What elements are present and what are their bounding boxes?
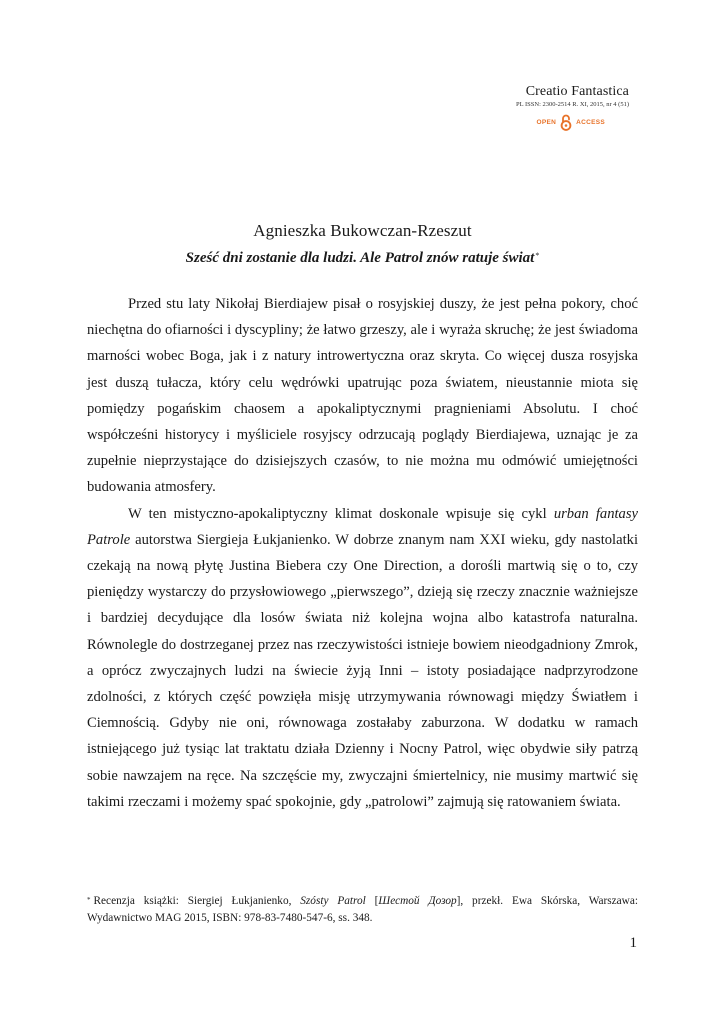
paragraph-2-text-2: autorstwa Siergieja Łukjanienko. W dobrze znanym nam XXI wieku, gdy nastolatki czekają na nową płytę Justina Biebera czy One Direction, a dorośli martwią się o to, czy pieniędzy wystarczy do przysłowiowego „pierwszego”, dzieją się rzeczy znacznie ważniejsze i bardziej decydujące dla losów świata niż kolejna wojna albo katastrofa naturalna. Równolegle do dostrzeganej przez nas rzeczywistości istnieje bowiem nieodgadniony Zmrok, a oprócz zwyczajnych ludzi na świecie żyją Inni – istoty posiadające nadprzyrodzone zdolności, z których część powzięła misję utrzymywania równowagi między Światłem i Ciemnością. Gdyby nie oni, równowaga zostałaby zaburzona. W dodatku w ramach istniejącego już tysiąc lat traktatu działa Dzienny i Nocny Patrol, więc obydwie siły patrzą sobie nawzajem na ręce. Na szczęście my, zwyczajni śmiertelnicy, nie musimy martwić się takimi rzeczami i możemy spać spokojnie, gdy „patrolowi” zajmują się ratowaniem świata. <box>87 531 638 810</box>
open-access-word-open: OPEN <box>536 119 557 126</box>
journal-issn: PL ISSN: 2300-2514 R. XI, 2015, nr 4 (51) <box>516 101 629 108</box>
footnote-text-2: [ <box>365 895 379 907</box>
journal-title: Creatio Fantastica <box>525 84 629 99</box>
footnote-text-1: Recenzja książki: Siergiej Łukjanienko, <box>93 895 301 907</box>
open-access-badge <box>536 114 605 131</box>
paragraph-2-italic-series: urban fantasy Patrole <box>87 505 638 548</box>
review-title <box>0 249 725 267</box>
journal-header <box>516 84 629 109</box>
review-title-text: Sześć dni zostanie dla ludzi. Ale Patrol znów ratuje świat <box>185 250 535 266</box>
footnote-original-title: Шестой Дозор <box>378 895 457 907</box>
paragraph-1: Przed stu laty Nikołaj Bierdiajew pisał o rosyjskiej duszy, że jest pełna pokory, choć niechętna do ofiarności i dyscypliny; że łatwo grzeszy, ale i wyraża skruchę; że jest świadoma marności wobec Boga, jak i z natury introwertyczna oraz skryta. Co więcej dusza rosyjska jest duszą tułacza, który celu wędrówki upatrując poza światem, nieustannie miota się pomiędzy pogańskim chaosem a apokaliptycznymi pragnieniami Absolutu. I choć współcześni historycy i myśliciele rosyjscy odrzucają poglądy Bierdiajewa, uznając je za zupełnie nieprzystające do dzisiejszych czasów, to nie można mu odmówić umiejętności budowania atmosfery. <box>87 296 638 496</box>
open-access-lock-icon <box>560 114 572 131</box>
footnote-book-title: Szósty Patrol <box>300 895 366 907</box>
open-access-word-access: ACCESS <box>576 119 605 126</box>
paragraph-2-text-1: W ten mistyczno-apokaliptyczny klimat doskonale wpisuje się cykl <box>128 505 554 522</box>
paragraph-2 <box>87 501 638 815</box>
page-number: 1 <box>629 935 637 951</box>
footnote-marker-bottom: * <box>87 896 91 904</box>
author-name: Agnieszka Bukowczan-Rzeszut <box>253 221 472 240</box>
footnote <box>87 893 638 927</box>
footnote-text-3: ], przekł. Ewa Skórska, Warszawa: Wydawnictwo MAG 2015, ISBN: 978-83-7480-547-6, ss. 348. <box>87 895 638 924</box>
article-body <box>87 291 638 815</box>
footnote-marker: * <box>535 251 540 260</box>
